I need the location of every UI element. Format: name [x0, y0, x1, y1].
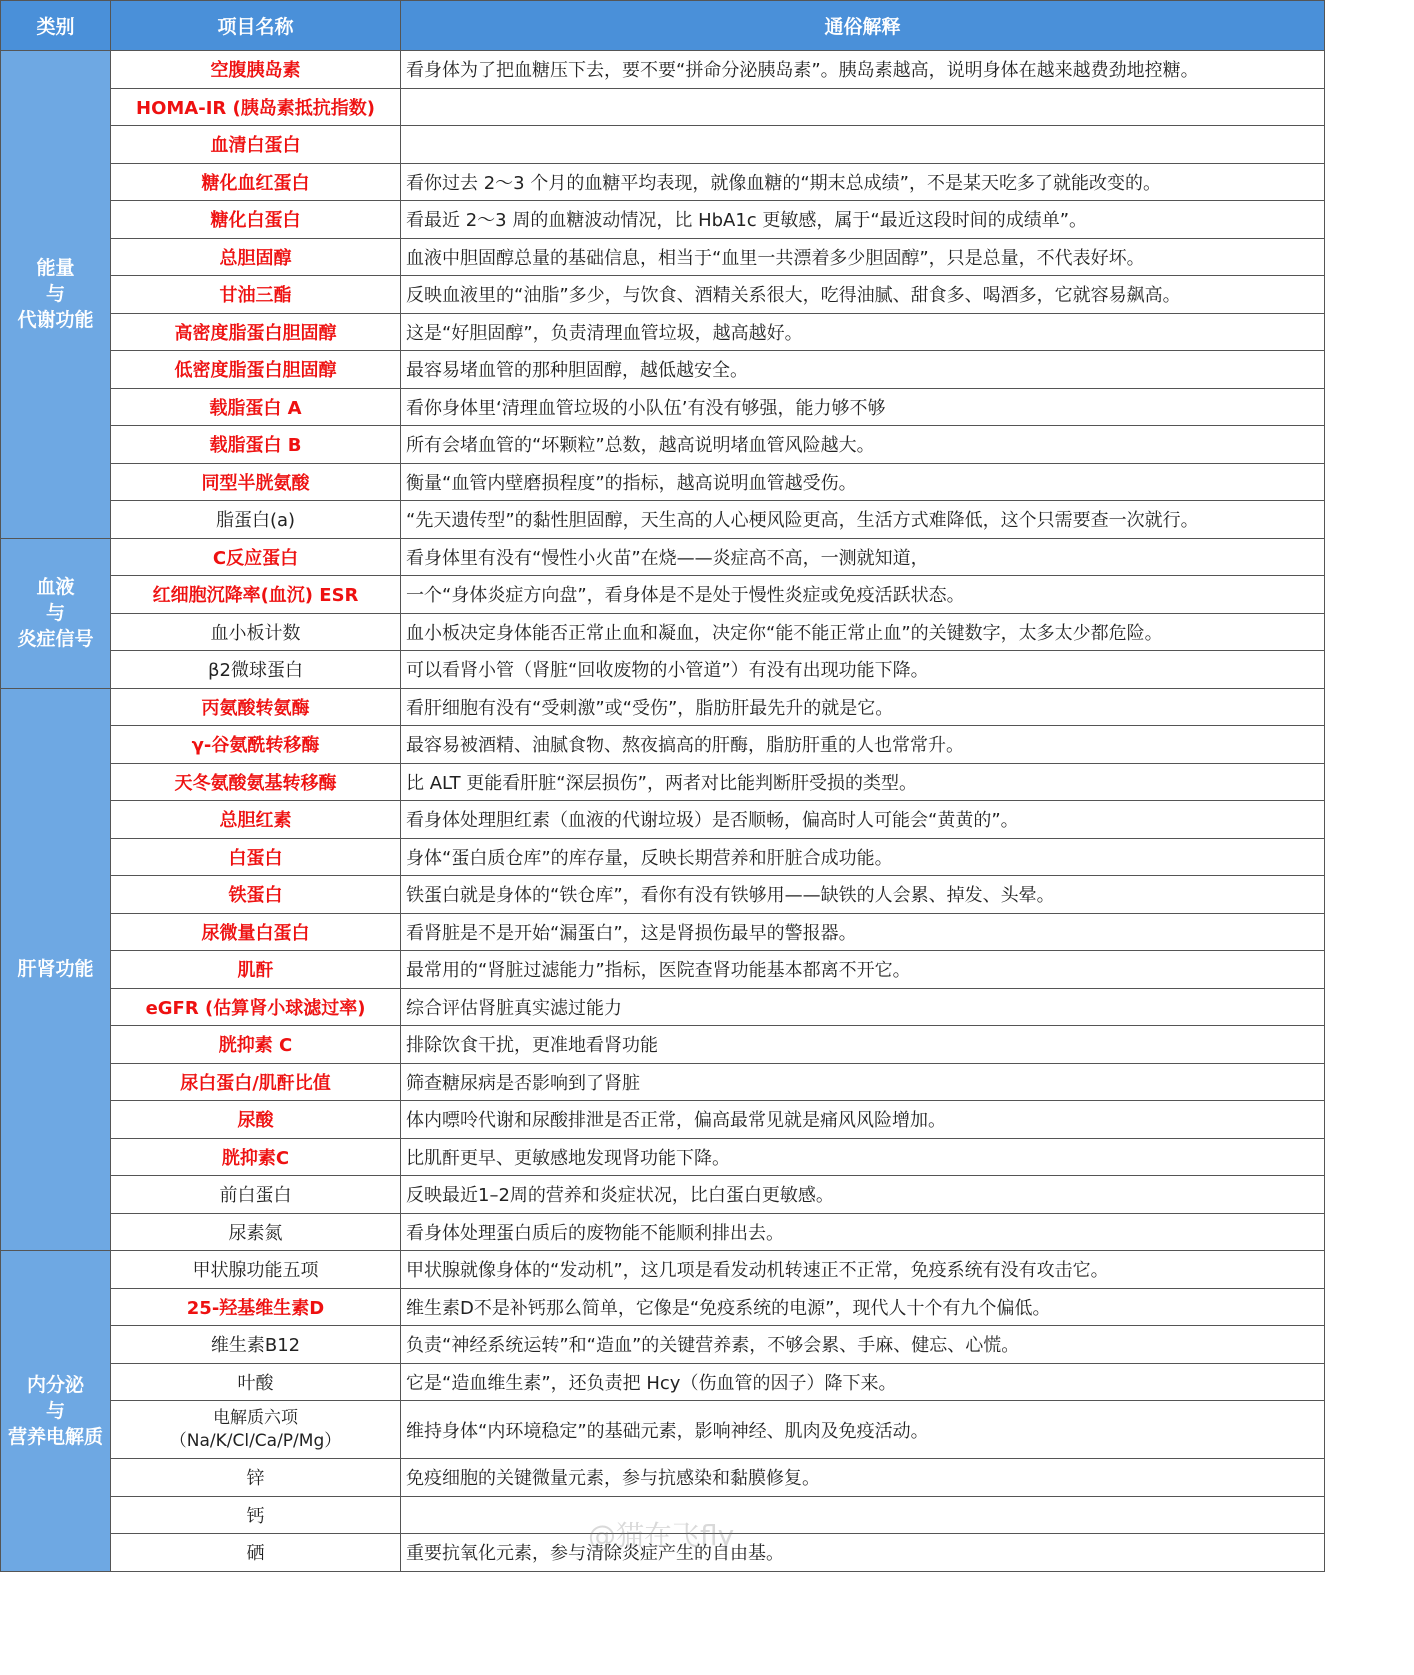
item-explanation: 维持身体“内环境稳定”的基础元素，影响神经、肌肉及免疫活动。: [401, 1401, 1325, 1459]
table-row: [1, 838, 1325, 876]
item-explanation: 负责“神经系统运转”和“造血”的关键营养素，不够会累、手麻、健忘、心慌。: [401, 1326, 1325, 1364]
item-name: 尿微量白蛋白: [111, 913, 401, 951]
item-explanation: 综合评估肾脏真实滤过能力: [401, 988, 1325, 1026]
table-row: [1, 1176, 1325, 1214]
table-row: [1, 1138, 1325, 1176]
item-explanation: 比肌酐更早、更敏感地发现肾功能下降。: [401, 1138, 1325, 1176]
table-row: [1, 463, 1325, 501]
table-row: [1, 1026, 1325, 1064]
table-row: [1, 801, 1325, 839]
table-row: [1, 538, 1325, 576]
item-name: 尿素氮: [111, 1213, 401, 1251]
table-row: [1, 726, 1325, 764]
header-category: 类别: [1, 1, 111, 51]
table-row: [1, 1496, 1325, 1534]
item-explanation: 看身体处理胆红素（血液的代谢垃圾）是否顺畅，偏高时人可能会“黄黄的”。: [401, 801, 1325, 839]
item-name: 脂蛋白(a): [111, 501, 401, 539]
item-name: 胱抑素 C: [111, 1026, 401, 1064]
item-name: 血小板计数: [111, 613, 401, 651]
table-row: [1, 951, 1325, 989]
category-liver-kidney: 肝肾功能: [1, 688, 111, 1251]
item-name: 维生素B12: [111, 1326, 401, 1364]
table-row: [1, 1063, 1325, 1101]
item-explanation: 身体“蛋白质仓库”的库存量，反映长期营养和肝脏合成功能。: [401, 838, 1325, 876]
item-explanation: 看身体为了把血糖压下去，要不要“拼命分泌胰岛素”。胰岛素越高，说明身体在越来越费劲地控糖。: [401, 51, 1325, 89]
table-row: [1, 613, 1325, 651]
item-explanation: 甲状腺就像身体的“发动机”，这几项是看发动机转速正不正常，免疫系统有没有攻击它。: [401, 1251, 1325, 1289]
table-row: [1, 1251, 1325, 1289]
category-energy-metabolism: 能量 与 代谢功能: [1, 51, 111, 539]
item-name: 载脂蛋白 A: [111, 388, 401, 426]
header-item-name: 项目名称: [111, 1, 401, 51]
table-row: [1, 238, 1325, 276]
item-explanation: 血小板决定身体能否正常止血和凝血，决定你“能不能正常止血”的关键数字，太多太少都危险。: [401, 613, 1325, 651]
item-explanation: 看肾脏是不是开始“漏蛋白”，这是肾损伤最早的警报器。: [401, 913, 1325, 951]
item-explanation: 可以看肾小管（肾脏“回收废物的小管道”）有没有出现功能下降。: [401, 651, 1325, 689]
item-name: 甘油三酯: [111, 276, 401, 314]
table-row: [1, 163, 1325, 201]
table-row: [1, 126, 1325, 164]
table-row: [1, 576, 1325, 614]
item-name: 25-羟基维生素D: [111, 1288, 401, 1326]
item-name: C反应蛋白: [111, 538, 401, 576]
item-explanation: 这是“好胆固醇”，负责清理血管垃圾，越高越好。: [401, 313, 1325, 351]
item-name: 钙: [111, 1496, 401, 1534]
item-name: 尿白蛋白/肌酐比值: [111, 1063, 401, 1101]
item-name: HOMA-IR (胰岛素抵抗指数): [111, 88, 401, 126]
item-name: 前白蛋白: [111, 1176, 401, 1214]
item-explanation: 铁蛋白就是身体的“铁仓库”，看你有没有铁够用——缺铁的人会累、掉发、头晕。: [401, 876, 1325, 914]
item-explanation: 血液中胆固醇总量的基础信息，相当于“血里一共漂着多少胆固醇”，只是总量，不代表好坏。: [401, 238, 1325, 276]
item-name: [111, 1401, 401, 1459]
item-name: γ-谷氨酰转移酶: [111, 726, 401, 764]
table-row: [1, 688, 1325, 726]
item-name: 丙氨酸转氨酶: [111, 688, 401, 726]
item-explanation: 最常用的“肾脏过滤能力”指标，医院查肾功能基本都离不开它。: [401, 951, 1325, 989]
item-name: 同型半胱氨酸: [111, 463, 401, 501]
item-name-line2: （Na/K/Cl/Ca/P/Mg）: [169, 1430, 342, 1451]
item-name: 高密度脂蛋白胆固醇: [111, 313, 401, 351]
table-row: [1, 501, 1325, 539]
item-explanation: 所有会堵血管的“坏颗粒”总数，越高说明堵血管风险越大。: [401, 426, 1325, 464]
table-row: [1, 1326, 1325, 1364]
table-row: [1, 913, 1325, 951]
item-name: 血清白蛋白: [111, 126, 401, 164]
item-explanation: 看你身体里‘清理血管垃圾的小队伍’有没有够强，能力够不够: [401, 388, 1325, 426]
item-name: 尿酸: [111, 1101, 401, 1139]
table-row: [1, 313, 1325, 351]
table-row: [1, 88, 1325, 126]
table-row: [1, 388, 1325, 426]
item-name: 硒: [111, 1534, 401, 1572]
item-explanation: 最容易被酒精、油腻食物、熬夜搞高的肝酶，脂肪肝重的人也常常升。: [401, 726, 1325, 764]
item-explanation: 一个“身体炎症方向盘”，看身体是不是处于慢性炎症或免疫活跃状态。: [401, 576, 1325, 614]
watermark: @猫在飞fly: [588, 1519, 735, 1552]
table-row: [1, 1534, 1325, 1572]
item-name: 红细胞沉降率(血沉) ESR: [111, 576, 401, 614]
item-name: 总胆红素: [111, 801, 401, 839]
item-explanation: 反映最近1–2周的营养和炎症状况，比白蛋白更敏感。: [401, 1176, 1325, 1214]
table-row: [1, 876, 1325, 914]
item-explanation: 看最近 2～3 周的血糖波动情况，比 HbA1c 更敏感，属于“最近这段时间的成绩单”。: [401, 201, 1325, 239]
item-name: 锌: [111, 1459, 401, 1497]
item-name: 胱抑素C: [111, 1138, 401, 1176]
item-explanation: 免疫细胞的关键微量元素，参与抗感染和黏膜修复。: [401, 1459, 1325, 1497]
item-explanation: 看身体处理蛋白质后的废物能不能顺利排出去。: [401, 1213, 1325, 1251]
table-row: [1, 1363, 1325, 1401]
item-explanation: 它是“造血维生素”，还负责把 Hcy（伤血管的因子）降下来。: [401, 1363, 1325, 1401]
item-explanation: [401, 88, 1325, 126]
item-name: 甲状腺功能五项: [111, 1251, 401, 1289]
table-row: [1, 1288, 1325, 1326]
item-explanation: 比 ALT 更能看肝脏“深层损伤”，两者对比能判断肝受损的类型。: [401, 763, 1325, 801]
item-explanation: [401, 126, 1325, 164]
item-name-line1: 电解质六项: [213, 1407, 298, 1428]
table-row: [1, 201, 1325, 239]
table-row: [1, 651, 1325, 689]
item-name: 铁蛋白: [111, 876, 401, 914]
item-name: eGFR (估算肾小球滤过率): [111, 988, 401, 1026]
table-row: [1, 763, 1325, 801]
table-row: [1, 276, 1325, 314]
item-explanation: 反映血液里的“油脂”多少，与饮食、酒精关系很大，吃得油腻、甜食多、喝酒多，它就容易飙高。: [401, 276, 1325, 314]
item-name: 总胆固醇: [111, 238, 401, 276]
item-name: 低密度脂蛋白胆固醇: [111, 351, 401, 389]
item-explanation: 体内嘌呤代谢和尿酸排泄是否正常，偏高最常见就是痛风风险增加。: [401, 1101, 1325, 1139]
item-explanation: 重要抗氧化元素，参与清除炎症产生的自由基。: [401, 1534, 1325, 1572]
item-explanation: 最容易堵血管的那种胆固醇，越低越安全。: [401, 351, 1325, 389]
item-explanation: 筛查糖尿病是否影响到了肾脏: [401, 1063, 1325, 1101]
item-explanation: [401, 1496, 1325, 1534]
category-blood-inflammation: 血液 与 炎症信号: [1, 538, 111, 688]
item-explanation: 排除饮食干扰，更准地看肾功能: [401, 1026, 1325, 1064]
table-row: [1, 1213, 1325, 1251]
table-row: [1, 1459, 1325, 1497]
item-explanation: 维生素D不是补钙那么简单，它像是“免疫系统的电源”，现代人十个有九个偏低。: [401, 1288, 1325, 1326]
table-row: [1, 988, 1325, 1026]
header-explanation: 通俗解释: [401, 1, 1325, 51]
item-name: 天冬氨酸氨基转移酶: [111, 763, 401, 801]
item-name: 白蛋白: [111, 838, 401, 876]
item-explanation: 衡量“血管内壁磨损程度”的指标，越高说明血管越受伤。: [401, 463, 1325, 501]
table-row: [1, 426, 1325, 464]
item-name: β2微球蛋白: [111, 651, 401, 689]
header-row: [1, 1, 1325, 51]
table-row: [1, 51, 1325, 89]
category-endocrine-nutrition: 内分泌 与 营养电解质: [1, 1251, 111, 1572]
item-explanation: 看身体里有没有“慢性小火苗”在烧——炎症高不高，一测就知道，: [401, 538, 1325, 576]
item-name: 空腹胰岛素: [111, 51, 401, 89]
table-row: [1, 1401, 1325, 1459]
item-name: 肌酐: [111, 951, 401, 989]
item-name: 叶酸: [111, 1363, 401, 1401]
item-explanation: 看肝细胞有没有“受刺激”或“受伤”，脂肪肝最先升的就是它。: [401, 688, 1325, 726]
item-explanation: 看你过去 2～3 个月的血糖平均表现，就像血糖的“期末总成绩”，不是某天吃多了就能改变的。: [401, 163, 1325, 201]
item-explanation: “先天遗传型”的黏性胆固醇，天生高的人心梗风险更高，生活方式难降低，这个只需要查一次就行。: [401, 501, 1325, 539]
item-name: 载脂蛋白 B: [111, 426, 401, 464]
item-name: 糖化血红蛋白: [111, 163, 401, 201]
item-name: 糖化白蛋白: [111, 201, 401, 239]
table-row: [1, 1101, 1325, 1139]
table-row: [1, 351, 1325, 389]
